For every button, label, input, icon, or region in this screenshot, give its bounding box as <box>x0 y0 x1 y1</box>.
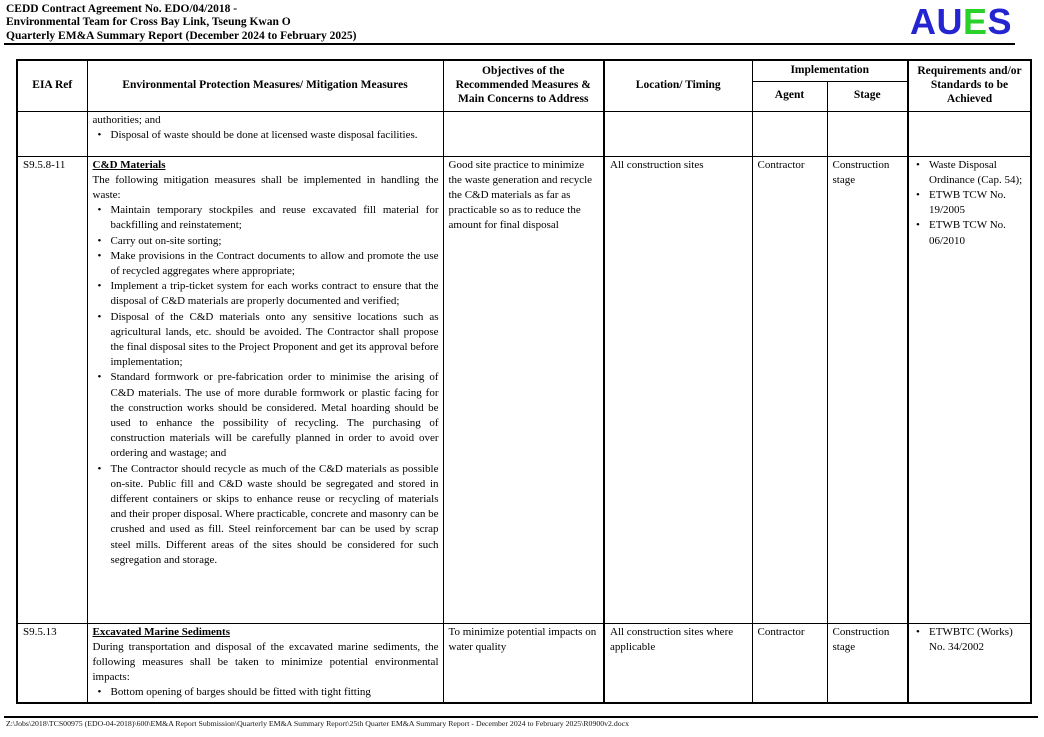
header-line-3: Quarterly EM&A Summary Report (December 2024 to February 2025) <box>6 29 357 42</box>
measure-bullet: • The Contractor should recycle as much of the C&D materials as possible on-site. Public fill and C&D waste should be segregated and stored in different containers or skips to enhance reuse or recycling of materials and their proper disposal. Where practicable, concrete and masonry can be crushed and used as fill. Steel reinforcement bar can be used by scrap steel mills. Different areas of the sites should be considered for such segregation and storage. <box>93 462 439 568</box>
measure-bullet: • Make provisions in the Contract documents to allow and promote the use of recycled aggregates where appropriate; <box>93 249 439 279</box>
table-row-continuation <box>17 111 1031 156</box>
measure-title: C&D Materials <box>92 158 166 171</box>
header-rule <box>4 43 1015 45</box>
eia-ref-cell: S9.5.8-11 <box>17 156 87 623</box>
location-cell: All construction sites where applicable <box>604 623 752 703</box>
objectives-cell <box>443 111 604 156</box>
eia-ref-cell <box>17 111 87 156</box>
measure-intro: During transportation and disposal of the excavated marine sediments, the following measures shall be taken to minimize potential environmental impacts: <box>92 640 439 684</box>
measure-bullet: • Standard formwork or pre-fabrication order to minimise the arising of C&D materials. The use of more durable formwork or plastic facing for the construction works should be considered. Metal hoarding should be used to enhance the possibility of recycling. The purchasing of construction materials will be carefully planned in order to avoid over ordering and wastage; and <box>93 370 439 461</box>
col-header-objectives: Objectives of the Recommended Measures & Main Concerns to Address <box>443 60 604 111</box>
measure-bullet: • Maintain temporary stockpiles and reuse excavated fill material for backfilling and reinstatement; <box>93 203 439 233</box>
measures-cell <box>87 623 443 703</box>
measure-bullet: • Implement a trip-ticket system for each works contract to ensure that the disposal of C&D materials are properly documented and verified; <box>93 279 439 309</box>
emna-mitigation-table <box>16 59 1032 704</box>
logo-text-blue-right: S <box>987 1 1012 42</box>
requirement-bullet: • ETWBTC (Works) No. 34/2002 <box>914 625 1026 655</box>
measure-bullet: • Carry out on-site sorting; <box>93 234 439 249</box>
agent-cell: Contractor <box>752 156 827 623</box>
table-row-s9-5-8-11 <box>17 156 1031 623</box>
stage-cell: Construction stage <box>827 156 908 623</box>
eia-ref-cell: S9.5.13 <box>17 623 87 703</box>
agent-cell: Contractor <box>752 623 827 703</box>
col-header-measures: Environmental Protection Measures/ Mitigation Measures <box>87 60 443 111</box>
measures-cell <box>87 156 443 623</box>
logo-text-blue-left: AU <box>909 1 963 42</box>
requirement-bullet: • ETWB TCW No. 19/2005 <box>914 188 1026 218</box>
requirement-bullet: • Waste Disposal Ordinance (Cap. 54); <box>914 158 1026 188</box>
requirements-cell <box>908 111 1031 156</box>
col-header-stage: Stage <box>827 81 908 111</box>
measure-intro: The following mitigation measures shall be implemented in handling the waste: <box>92 173 439 201</box>
col-header-requirements: Requirements and/or Standards to be Achieved <box>908 60 1031 111</box>
objectives-cell: To minimize potential impacts on water quality <box>443 623 604 703</box>
report-header <box>6 3 356 43</box>
agent-cell <box>752 111 827 156</box>
col-header-eia-ref: EIA Ref <box>17 60 87 111</box>
table-row-s9-5-13 <box>17 623 1031 703</box>
requirement-bullet: • ETWB TCW No. 06/2010 <box>914 218 1026 248</box>
location-cell <box>604 111 752 156</box>
measure-bullet: • Disposal of the C&D materials onto any sensitive locations such as agricultural lands, etc. should be avoided. The Contractor shall propose the final disposal sites to the Project Proponent and get its approval before implementation; <box>93 310 439 371</box>
measure-bullet: • Bottom opening of barges should be fitted with tight fitting <box>93 685 439 700</box>
col-header-implementation: Implementation <box>752 60 908 81</box>
measures-cell <box>87 111 443 156</box>
table-header-row-1 <box>17 60 1031 81</box>
header-line-2: Environmental Team for Cross Bay Link, Tseung Kwan O <box>6 16 291 29</box>
requirements-cell <box>908 623 1031 703</box>
footer-rule <box>4 716 1038 718</box>
measure-bullet: • Disposal of waste should be done at licensed waste disposal facilities. <box>93 128 439 143</box>
measure-title: Excavated Marine Sediments <box>92 625 230 638</box>
document-file-path: Z:\Jobs\2018\TCS00975 (EDO-04-2018)\600\EM&A Report Submission\Quarterly EM&A Summary Report\25th Quarter EM&A Summary Report - December 2024 to February 2025\R0900v2.docx <box>6 719 630 728</box>
stage-cell: Construction stage <box>827 623 908 703</box>
col-header-agent: Agent <box>752 81 827 111</box>
stage-cell <box>827 111 908 156</box>
header-line-1: CEDD Contract Agreement No. EDO/04/2018 - <box>6 3 238 15</box>
logo-text-green: E <box>962 1 988 42</box>
objectives-cell: Good site practice to minimize the waste generation and recycle the C&D materials as far as practicable so as to reduce the amount for final disposal <box>443 156 604 623</box>
col-header-location: Location/ Timing <box>604 60 752 111</box>
requirements-cell <box>908 156 1031 623</box>
aues-logo <box>910 2 1012 42</box>
measure-continuation-text: authorities; and <box>92 113 161 126</box>
location-cell: All construction sites <box>604 156 752 623</box>
